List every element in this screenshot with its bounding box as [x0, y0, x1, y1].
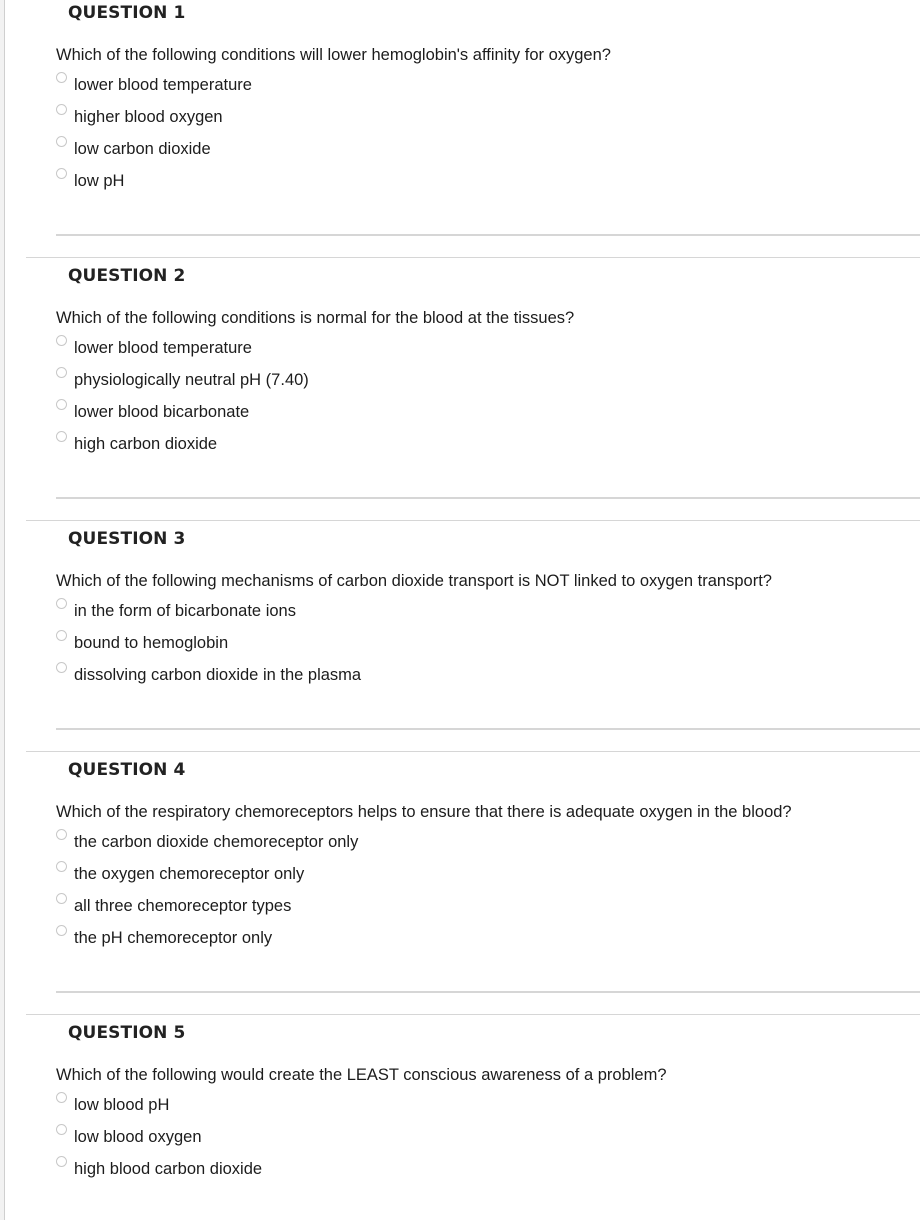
answer-option[interactable]: [56, 399, 309, 431]
radio-button[interactable]: [56, 829, 67, 840]
question-5: [26, 1020, 920, 1230]
radio-button[interactable]: [56, 1124, 67, 1135]
question-header: QUESTION 5: [68, 1023, 186, 1043]
answer-option[interactable]: [56, 893, 358, 925]
question-divider: [56, 234, 920, 236]
question-divider: [56, 497, 920, 499]
question-divider: [26, 257, 920, 258]
radio-button[interactable]: [56, 136, 67, 147]
answer-option[interactable]: [56, 1092, 262, 1124]
answer-label[interactable]: lower blood temperature: [74, 76, 252, 94]
quiz-container: [26, 0, 920, 1230]
answer-label[interactable]: lower blood temperature: [74, 339, 252, 357]
answer-label[interactable]: low blood oxygen: [74, 1128, 202, 1146]
answer-label[interactable]: all three chemoreceptor types: [74, 897, 292, 915]
answer-options: [56, 598, 361, 694]
question-text: Which of the following conditions will lower hemoglobin's affinity for oxygen?: [56, 46, 611, 64]
answer-options: [56, 829, 358, 957]
question-divider: [56, 991, 920, 993]
question-header: QUESTION 3: [68, 529, 186, 549]
radio-button[interactable]: [56, 367, 67, 378]
answer-label[interactable]: the oxygen chemoreceptor only: [74, 865, 305, 883]
radio-button[interactable]: [56, 893, 67, 904]
answer-option[interactable]: [56, 662, 361, 694]
answer-label[interactable]: the carbon dioxide chemoreceptor only: [74, 833, 359, 851]
question-text: Which of the following would create the LEAST conscious awareness of a problem?: [56, 1066, 667, 1084]
radio-button[interactable]: [56, 1156, 67, 1167]
answer-label[interactable]: the pH chemoreceptor only: [74, 929, 273, 947]
question-1: [26, 0, 920, 263]
question-text: Which of the respiratory chemoreceptors helps to ensure that there is adequate oxygen in the blood?: [56, 803, 792, 821]
answer-option[interactable]: [56, 72, 252, 104]
radio-button[interactable]: [56, 598, 67, 609]
answer-label[interactable]: physiologically neutral pH (7.40): [74, 371, 309, 389]
answer-option[interactable]: [56, 136, 252, 168]
radio-button[interactable]: [56, 861, 67, 872]
radio-button[interactable]: [56, 925, 67, 936]
radio-button[interactable]: [56, 431, 67, 442]
radio-button[interactable]: [56, 662, 67, 673]
answer-option[interactable]: [56, 598, 361, 630]
answer-label[interactable]: dissolving carbon dioxide in the plasma: [74, 666, 362, 684]
radio-button[interactable]: [56, 104, 67, 115]
answer-label[interactable]: bound to hemoglobin: [74, 634, 229, 652]
answer-option[interactable]: [56, 861, 358, 893]
question-header: QUESTION 2: [68, 266, 186, 286]
question-divider: [26, 751, 920, 752]
answer-option[interactable]: [56, 335, 309, 367]
question-4: [26, 757, 920, 1020]
answer-label[interactable]: lower blood bicarbonate: [74, 403, 250, 421]
answer-option[interactable]: [56, 431, 309, 463]
answer-option[interactable]: [56, 104, 252, 136]
answer-label[interactable]: in the form of bicarbonate ions: [74, 602, 296, 620]
answer-option[interactable]: [56, 1124, 262, 1156]
radio-button[interactable]: [56, 630, 67, 641]
answer-options: [56, 335, 309, 463]
radio-button[interactable]: [56, 1092, 67, 1103]
radio-button[interactable]: [56, 335, 67, 346]
answer-option[interactable]: [56, 168, 252, 200]
question-divider: [26, 1014, 920, 1015]
radio-button[interactable]: [56, 399, 67, 410]
answer-option[interactable]: [56, 630, 361, 662]
answer-label[interactable]: high blood carbon dioxide: [74, 1160, 263, 1178]
question-2: [26, 263, 920, 526]
answer-options: [56, 72, 252, 200]
answer-options: [56, 1092, 262, 1188]
answer-option[interactable]: [56, 1156, 262, 1188]
answer-option[interactable]: [56, 367, 309, 399]
answer-label[interactable]: low carbon dioxide: [74, 140, 211, 158]
answer-option[interactable]: [56, 925, 358, 957]
answer-option[interactable]: [56, 829, 358, 861]
question-header: QUESTION 4: [68, 760, 186, 780]
radio-button[interactable]: [56, 168, 67, 179]
question-3: [26, 526, 920, 757]
question-header: QUESTION 1: [68, 3, 186, 23]
question-text: Which of the following conditions is normal for the blood at the tissues?: [56, 309, 575, 327]
radio-button[interactable]: [56, 72, 67, 83]
question-divider: [26, 520, 920, 521]
answer-label[interactable]: high carbon dioxide: [74, 435, 218, 453]
question-text: Which of the following mechanisms of carbon dioxide transport is NOT linked to oxygen transport?: [56, 572, 772, 590]
left-rail: [0, 0, 5, 1220]
question-divider: [56, 728, 920, 730]
answer-label[interactable]: higher blood oxygen: [74, 108, 223, 126]
answer-label[interactable]: low pH: [74, 172, 125, 190]
answer-label[interactable]: low blood pH: [74, 1096, 170, 1114]
